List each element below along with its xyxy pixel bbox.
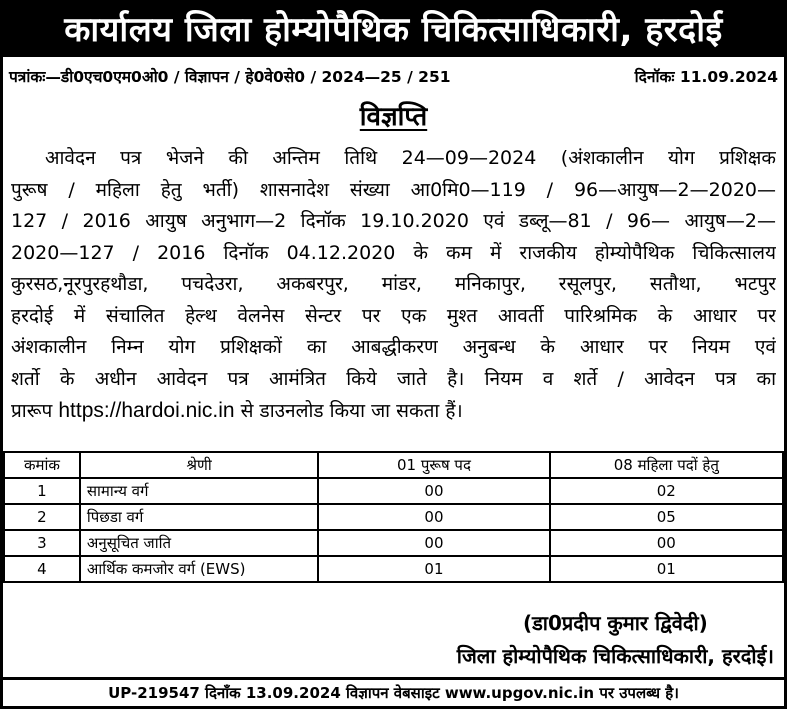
notice-body [11,143,776,428]
table-row [4,530,783,556]
row-female: 00 [550,530,783,556]
notice-heading-text: विज्ञप्ति [359,102,428,132]
footer-line: UP-219547 दिनॉंक 13.09.2024 विज्ञापन वेबसाइट www.upgov.nic.in पर उपलब्ध है। [3,677,784,709]
table-row [4,478,783,504]
table-header-row [4,452,783,478]
body-last-suffix: से डाउनलोड किया जा सकता हैं। [240,400,463,422]
row-male: 01 [318,556,549,582]
notice-heading [3,97,784,133]
download-link[interactable]: https://hardoi.nic.in [58,399,235,422]
posts-table [3,451,784,583]
row-serial: 1 [4,478,80,504]
row-male: 00 [318,504,549,530]
body-line: कुरसठ,नूरपुरहथौडा, पचदेउरा, अकबरपुर, मांडर, मनिकापुर, रसूलपुर, सतौथा, भटपुर [11,273,776,295]
row-male: 00 [318,530,549,556]
body-line: हरदोई में संचालित हेल्थ वेलनेस सेन्टर पर एक मुश्त आवर्ती पारिश्रमिक के आधार पर [11,304,776,327]
body-line: आवेदन पत्र भेजने की अन्तिम तिथि 24—09—2024 (अंशकालीन योग प्रशिक्षक [45,147,776,169]
row-category: अनुसूचित जाति [80,530,318,556]
reference-number: पत्रांकः—डी0एच0एम0ओ0 / विज्ञापन / हे0वे0से0 / 2024—25 / 251 [9,68,451,86]
row-female: 01 [550,556,783,582]
table-row [4,504,783,530]
header-male-posts: 01 पुरूष पद [318,452,549,478]
row-male: 00 [318,478,549,504]
signature-block [457,607,774,673]
body-line: 2020—127 / 2016 दिनॉक 04.12.2020 के कम में राजकीय होम्योपैथिक चिकित्सालय [11,241,776,264]
row-serial: 3 [4,530,80,556]
body-line: शर्तो के अधीन आवेदन पत्र आमंत्रित किये जाते है। नियम व शर्ते / आवेदन पत्र का [11,367,776,390]
body-last-line [11,395,776,428]
office-title-banner: कार्यालय जिला होम्योपैथिक चिकित्साधिकारी, हरदोई [3,3,784,57]
table-row [4,556,783,582]
row-female: 05 [550,504,783,530]
reference-line [9,65,778,87]
body-line: 127 / 2016 आयुष अनुभाग—2 दिनॉक 19.10.2020 एवं डब्लू—81 / 96— आयुष—2— [11,210,776,232]
row-category: पिछडा वर्ग [80,504,318,530]
signatory-designation: जिला होम्योपैथिक चिकित्साधिकारी, हरदोई। [456,644,774,668]
body-line: पुरूष / महिला हेतु भर्ती) शासनादेश संख्या आ0मि0—119 / 96—आयुष—2—2020— [11,178,776,201]
row-category: आर्थिक कमजोर वर्ग (EWS) [80,556,318,582]
row-female: 02 [550,478,783,504]
body-last-prefix: प्रारूप [11,400,53,422]
signatory-name: (डा0प्रदीप कुमार द्विवेदी) [522,611,708,635]
header-category: श्रेणी [80,452,318,478]
row-category: सामान्य वर्ग [80,478,318,504]
body-line: अंशकालीन निम्न योग प्रशिक्षकों का आबद्धीकरण अनुबन्ध के आधार पर नियम एवं [11,336,776,358]
row-serial: 4 [4,556,80,582]
reference-date: दिनॉकः 11.09.2024 [634,68,778,86]
header-female-posts: 08 महिला पदों हेतु [550,452,783,478]
row-serial: 2 [4,504,80,530]
header-serial: कमांक [4,452,80,478]
